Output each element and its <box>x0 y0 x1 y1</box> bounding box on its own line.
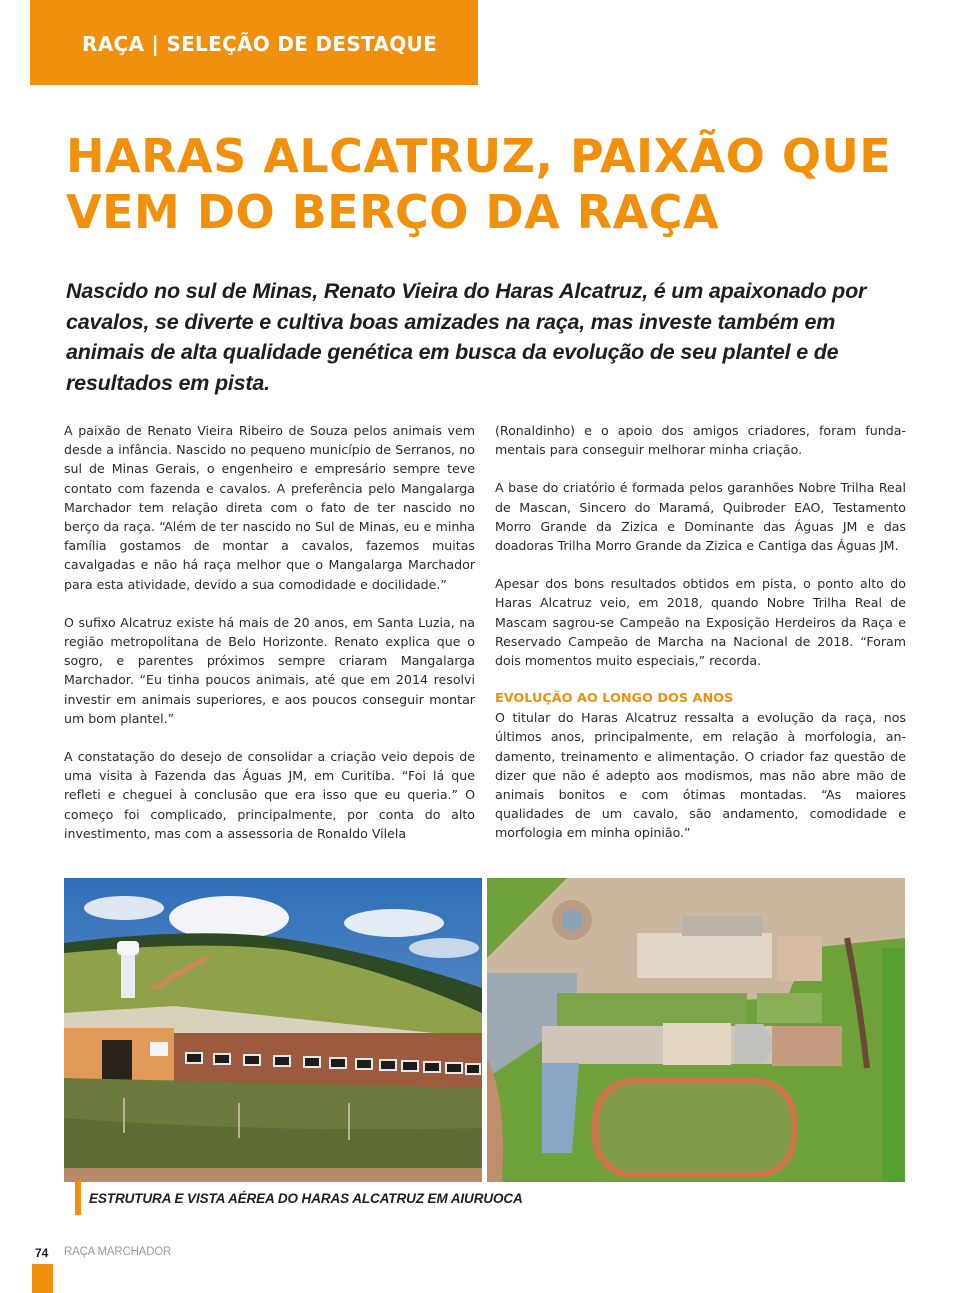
aerial-image <box>487 878 905 1182</box>
subheading: EVOLUÇÃO AO LONGO DOS ANOS <box>495 691 734 707</box>
caption-accent-bar <box>75 1180 81 1215</box>
paragraph: (Ronaldinho) e o apoio dos amigos criadores, foram fundamentais para conseguir melhorar minha criação. <box>495 423 906 458</box>
paragraph: A paixão de Renato Vieira Ribeiro de Souza pelos animais vem desde a infância. Nascido no pequeno município de Serranos, no sul de Minas Gerais, o engenheiro e empresário sempre teve contato com fazenda e cavalos. A preferência pelo Mangalarga Marchador tem relação direta com o fato de ter nascido no berço da raça. “Além de ter nascido no Sul de Minas, eu e minha família gostamos de montar a cavalos, fazemos muitas cavalgadas e não há raça melhor que o Mangalarga Marchador para esta atividade, devido a sua comodidade e docilidade.” <box>64 423 475 592</box>
right-column <box>495 421 906 862</box>
title-line-2: VEM DO BERÇO DA RAÇA <box>66 185 720 239</box>
paragraph: A constatação do desejo de consolidar a criação veio depois de uma visita à Fazenda das Águas JM, em Curitiba. “Foi lá que refleti e cheguei à conclusão que era isso que eu queria.” O começo foi complicado, principalmente, por conta do alto investimento, mas com a assessoria de Ronaldo Vilela <box>64 749 475 841</box>
title-line-1: HARAS ALCATRUZ, PAIXÃO QUE <box>66 129 892 183</box>
page-number: 74 <box>35 1246 49 1260</box>
paragraph: Apesar dos bons resultados obtidos em pista, o ponto alto do Haras Alcatruz veio, em 2018, quando Nobre Trilha Real de Mascam sagrou-se Campeão na Exposição Herdeiros da Raça e Reservado Campeão de Marcha na Nacional de 2018. “Foram dois momentos muito especiais,” recorda. <box>495 576 906 669</box>
stable-photo <box>64 878 482 1182</box>
page-marker <box>32 1264 53 1293</box>
paragraph: O sufixo Alcatruz existe há mais de 20 anos, em Santa Luzia, na região metropolitana de Belo Horizonte. Renato explica que o sogro, e parentes próximos sempre criaram Mangalarga Marchador. “Eu tinha poucos animais, até que em 2014 resolvi investir em animais superiores, e aos poucos conseguir montar um bom plantel.” <box>64 614 475 726</box>
paragraph: O titular do Haras Alcatruz ressalta a evolução da raça, nos últimos anos, principalmente, em relação à morfologia, andamento, treinamento e alimentação. O criador faz questão de dizer que não é adepto aos modismos, mas não abre mão de animais bonitos e com ótimas montadas. “As maiores qualidades de um cavalo, são andamento, comodidade e morfologia em minha opinião.” <box>495 710 906 841</box>
section-tab <box>30 0 478 85</box>
aerial-photo <box>487 878 905 1182</box>
stable-image <box>64 878 482 1182</box>
paragraph: A base do criatório é formada pelos garanhões Nobre Trilha Real de Mascan, Sincero do Maramá, Quibroder EAO, Testamento Morro Grande da Zizica e Dominante das Águas JM e das doadoras Trilha Morro Grande da Zizica e Cantiga das Águas JM. <box>495 480 906 554</box>
article-title <box>66 128 926 240</box>
photo-caption: ESTRUTURA E VISTA AÉREA DO HARAS ALCATRUZ EM AIURUOCA <box>89 1191 523 1206</box>
article-lede: Nascido no sul de Minas, Renato Vieira do Haras Alcatruz, é um apaixonado por cavalos, se diverte e cultiva boas amizades na raça, mas investe também em animais de alta qualidade genética em busca da evolução de seu plantel e de resultados em pista. <box>66 279 867 395</box>
left-column <box>64 421 475 862</box>
magazine-name: RAÇA MARCHADOR <box>64 1246 172 1258</box>
section-label: RAÇA | SELEÇÃO DE DESTAQUE <box>82 32 438 56</box>
